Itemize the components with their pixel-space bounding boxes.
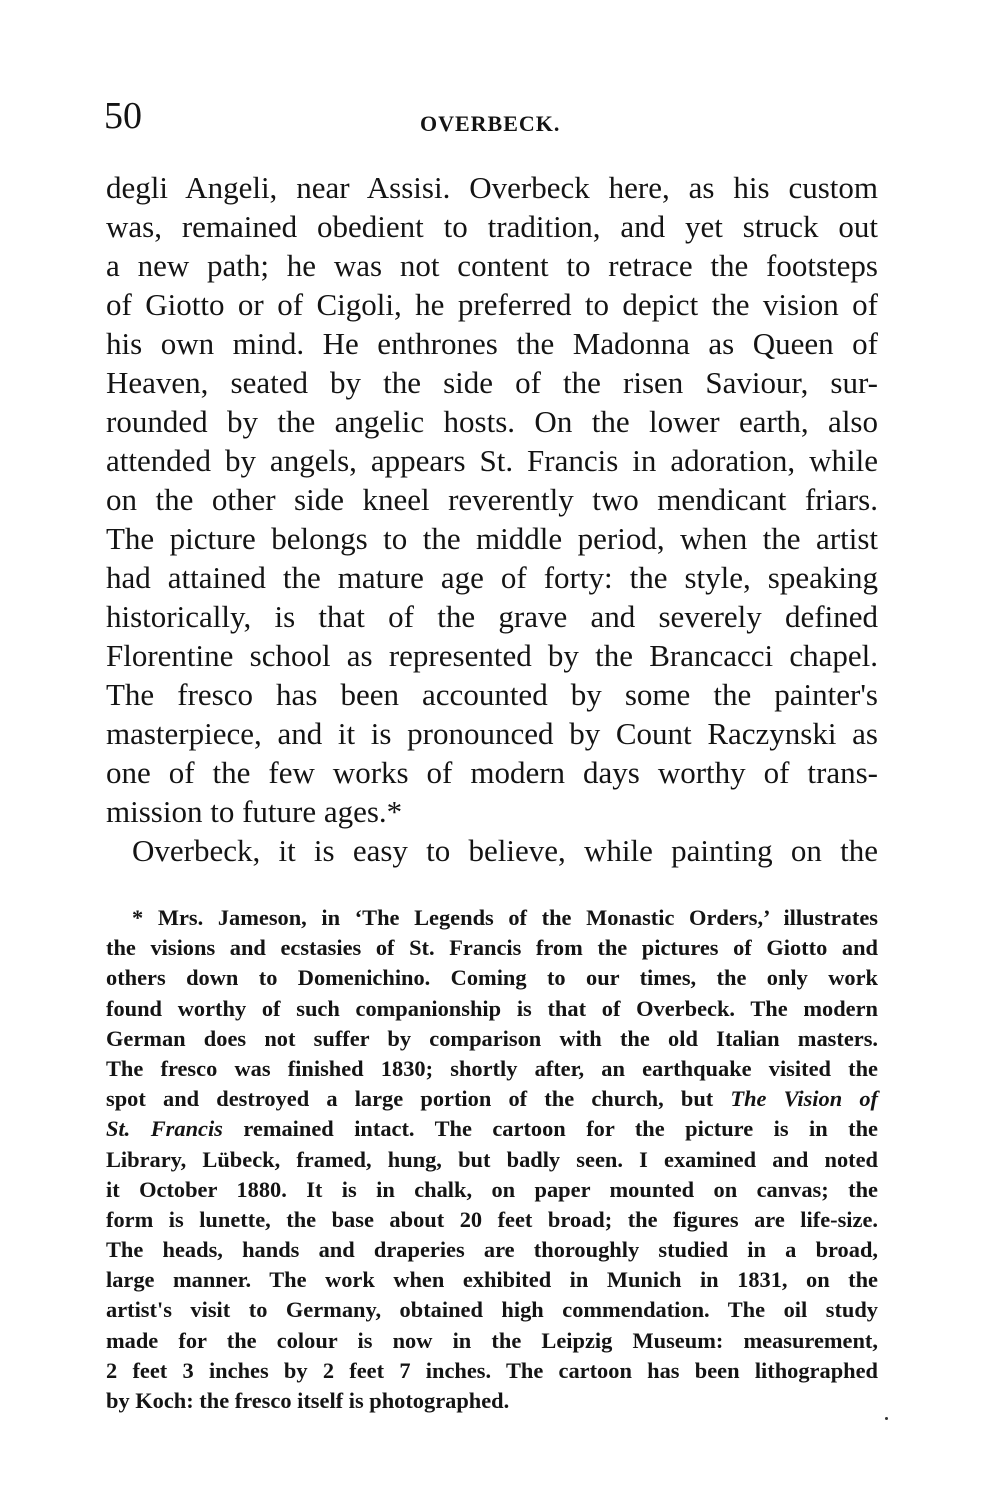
body-line: Florentine school as represented by the Brancacci chapel.: [106, 638, 878, 673]
footnote-line: German does not suffer by comparison with the old Italian masters.: [106, 1025, 878, 1051]
footnote-line: it October 1880. It is in chalk, on paper mounted on canvas; the: [106, 1176, 878, 1202]
footnote-line: the visions and ecstasies of St. Francis from the pictures of Giotto and: [106, 935, 878, 961]
footnote-line: 2 feet 3 inches by 2 feet 7 inches. The cartoon has been lithographed: [106, 1357, 878, 1383]
body-line: his own mind. He enthrones the Madonna as Queen of: [106, 326, 878, 361]
body-line: Overbeck, it is easy to believe, while painting on the: [132, 833, 878, 868]
footnote-line: large manner. The work when exhibited in Munich in 1831, on the: [106, 1267, 878, 1293]
footnote-line: The heads, hands and draperies are thoroughly studied in a broad,: [106, 1237, 878, 1263]
footnote-line: by Koch: the fresco itself is photographed.: [106, 1388, 510, 1413]
body-line: one of the few works of modern days worthy of trans-: [106, 755, 878, 790]
artwork-title-italic: St. Francis: [106, 1116, 223, 1142]
footnote-line: [106, 1114, 878, 1144]
footnote-line: made for the colour is now in the Leipzig Museum: measurement,: [106, 1327, 878, 1353]
page-number: 50: [104, 95, 142, 137]
body-line: on the other side kneel reverently two mendicant friars.: [106, 482, 878, 517]
body-line: mission to future ages.*: [106, 794, 403, 829]
body-text: [106, 168, 878, 870]
footnote-text: remained intact. The cartoon for the picture is in the: [222, 1116, 878, 1142]
footnote-line: Library, Lübeck, framed, hung, but badly seen. I examined and noted: [106, 1146, 878, 1172]
artwork-title-italic: The Vision of: [730, 1086, 879, 1112]
body-line: historically, is that of the grave and severely defined: [106, 599, 878, 634]
footnote-line: [106, 1084, 878, 1114]
body-line: a new path; he was not content to retrace the footsteps: [106, 248, 878, 283]
footnote-line: artist's visit to Germany, obtained high commendation. The oil study: [106, 1297, 878, 1323]
body-line: attended by angels, appears St. Francis in adoration, while: [106, 443, 878, 478]
body-line: had attained the mature age of forty: the style, speaking: [106, 560, 878, 595]
footnote-text: spot and destroyed a large portion of the church, but: [106, 1086, 731, 1112]
footnote-line: * Mrs. Jameson, in ‘The Legends of the Monastic Orders,’ illustrates: [132, 905, 878, 930]
footnote-line: form is lunette, the base about 20 feet broad; the figures are life-size.: [106, 1206, 878, 1232]
body-line: of Giotto or of Cigoli, he preferred to depict the vision of: [106, 287, 878, 322]
body-line: degli Angeli, near Assisi. Overbeck here, as his custom: [106, 170, 878, 205]
ink-speck: [885, 1417, 888, 1420]
body-line: rounded by the angelic hosts. On the lower earth, also: [106, 404, 878, 439]
footnote-line: The fresco was finished 1830; shortly after, an earthquake visited the: [106, 1055, 878, 1081]
footnote-line: others down to Domenichino. Coming to our times, the only work: [106, 965, 878, 991]
body-line: The fresco has been accounted by some the painter's: [106, 677, 878, 712]
body-line: The picture belongs to the middle period, when the artist: [106, 521, 878, 556]
body-line: was, remained obedient to tradition, and yet struck out: [106, 209, 878, 244]
running-head: OVERBECK.: [420, 111, 561, 136]
footnote-line: found worthy of such companionship is that of Overbeck. The modern: [106, 995, 878, 1021]
body-line: masterpiece, and it is pronounced by Count Raczynski as: [106, 716, 878, 751]
footnote: [106, 903, 878, 1416]
body-line: Heaven, seated by the side of the risen Saviour, sur-: [106, 365, 878, 400]
